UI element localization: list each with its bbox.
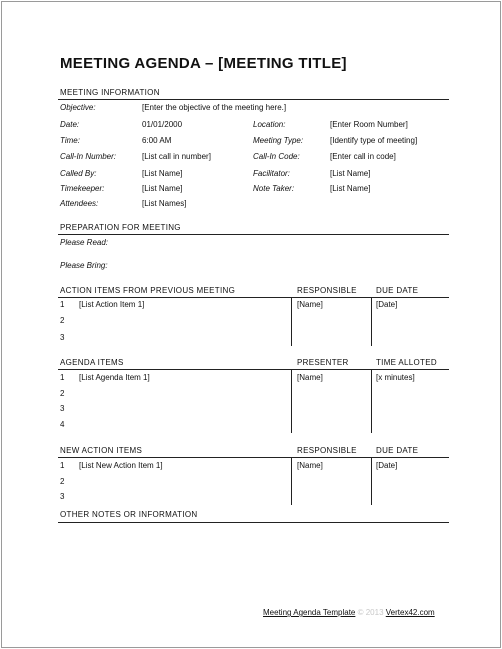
objective-value[interactable]: [Enter the objective of the meeting here.] [142,103,287,112]
agenda-time-cell[interactable]: [x minutes] [376,373,415,382]
previous-actions-header-item: ACTION ITEMS FROM PREVIOUS MEETING [60,286,236,295]
table-row-number: 2 [60,389,65,398]
table-header-divider [58,369,449,370]
date-label: Date: [60,120,80,129]
template-link[interactable]: Meeting Agenda Template [263,608,356,617]
call-in-code-value[interactable]: [Enter call in code] [330,152,396,161]
new-action-item-cell[interactable]: [List New Action Item 1] [79,461,163,470]
table-row-number: 1 [60,373,65,382]
table-row-number: 3 [60,333,65,342]
date-value[interactable]: 01/01/2000 [142,120,183,129]
called-by-value[interactable]: [List Name] [142,169,183,178]
meeting-information-heading: MEETING INFORMATION [60,88,160,97]
table-row-number: 4 [60,420,65,429]
location-value[interactable]: [Enter Room Number] [330,120,408,129]
page-title: MEETING AGENDA – [MEETING TITLE] [60,55,347,72]
please-read-label: Please Read: [60,238,109,247]
attendees-value[interactable]: [List Names] [142,199,187,208]
table-row-number: 2 [60,477,65,486]
location-label: Location: [253,120,286,129]
agenda-header-presenter: PRESENTER [297,358,349,367]
objective-label: Objective: [60,103,96,112]
previous-actions-header-due: DUE DATE [376,286,419,295]
column-divider [291,457,292,505]
other-notes-heading: OTHER NOTES OR INFORMATION [60,510,198,519]
meeting-type-label: Meeting Type: [253,136,304,145]
call-in-number-label: Call-In Number: [60,152,117,161]
previous-actions-header-responsible: RESPONSIBLE [297,286,357,295]
timekeeper-value[interactable]: [List Name] [142,184,183,193]
table-row-number: 3 [60,404,65,413]
table-header-divider [58,457,449,458]
call-in-code-label: Call-In Code: [253,152,300,161]
called-by-label: Called By: [60,169,97,178]
column-divider [291,369,292,433]
call-in-number-value[interactable]: [List call in number] [142,152,211,161]
facilitator-value[interactable]: [List Name] [330,169,371,178]
new-action-due-cell[interactable]: [Date] [376,461,398,470]
column-divider [371,369,372,433]
copyright-text: © 2013 [357,608,384,617]
agenda-header-time: TIME ALLOTED [376,358,437,367]
previous-action-item-cell[interactable]: [List Action Item 1] [79,300,145,309]
table-row-number: 3 [60,492,65,501]
section-divider [58,99,449,100]
preparation-heading: PREPARATION FOR MEETING [60,223,181,232]
table-row-number: 1 [60,461,65,470]
time-value[interactable]: 6:00 AM [142,136,172,145]
table-row-number: 2 [60,316,65,325]
new-actions-header-item: NEW ACTION ITEMS [60,446,143,455]
new-actions-header-due: DUE DATE [376,446,419,455]
agenda-item-cell[interactable]: [List Agenda Item 1] [79,373,150,382]
section-divider [58,522,449,523]
please-bring-label: Please Bring: [60,261,108,270]
previous-action-due-cell[interactable]: [Date] [376,300,398,309]
timekeeper-label: Timekeeper: [60,184,105,193]
agenda-presenter-cell[interactable]: [Name] [297,373,323,382]
note-taker-value[interactable]: [List Name] [330,184,371,193]
new-action-responsible-cell[interactable]: [Name] [297,461,323,470]
time-label: Time: [60,136,80,145]
section-divider [58,234,449,235]
table-header-divider [58,297,449,298]
new-actions-header-responsible: RESPONSIBLE [297,446,357,455]
meeting-type-value[interactable]: [Identify type of meeting] [330,136,418,145]
previous-action-responsible-cell[interactable]: [Name] [297,300,323,309]
vertex42-link[interactable]: Vertex42.com [385,608,435,617]
agenda-header-item: AGENDA ITEMS [60,358,124,367]
footer [263,608,435,617]
column-divider [371,297,372,346]
table-row-number: 1 [60,300,65,309]
note-taker-label: Note Taker: [253,184,295,193]
column-divider [371,457,372,505]
attendees-label: Attendees: [60,199,99,208]
facilitator-label: Facilitator: [253,169,290,178]
column-divider [291,297,292,346]
